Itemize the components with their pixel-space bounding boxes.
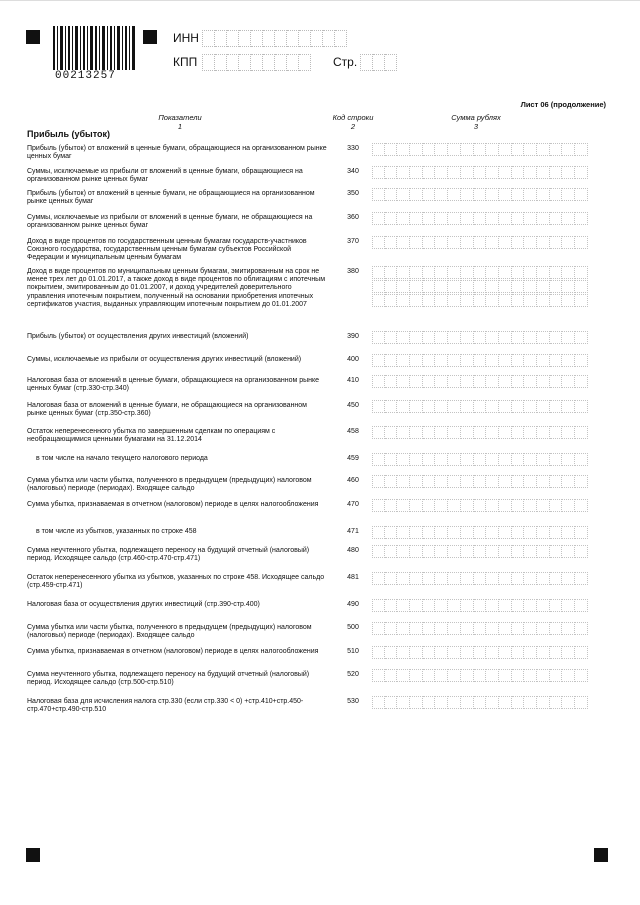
- page-label: Стр.: [333, 55, 358, 69]
- row-label: Сумма убытка, признаваемая в отчетном (налоговом) периоде в целях налогообложения: [27, 501, 319, 508]
- row-code: 340: [347, 168, 359, 175]
- column-title: Сумма рублях: [451, 113, 501, 122]
- row-label: в том числе из убытков, указанных по строке 458: [36, 528, 197, 535]
- row-code: 471: [347, 528, 359, 535]
- amount-field[interactable]: [372, 646, 588, 659]
- amount-field[interactable]: [372, 188, 588, 201]
- row-code: 458: [347, 428, 359, 435]
- amount-field[interactable]: [372, 280, 588, 293]
- column-header-amount: [436, 113, 516, 131]
- row-label: Налоговая база от осуществления других инвестиций (стр.390-стр.400): [27, 601, 260, 608]
- section-title: Прибыль (убыток): [27, 129, 111, 139]
- amount-field[interactable]: [372, 453, 588, 466]
- row-label: Доход в виде процентов по муниципальным ценным бумагам, эмитированным на срок не менее трех лет до 01.01.2017, а также доход в виде процентов по облигациям с ипотечным покрытием, эмитированным до 01.01.2007, и доход учредителей доверительного управления ипотечным покрытием, полученный на основании приобретения ипотечных сертификатов участия, выданных управляющим ипотечным покрытием до 01.01.2007: [27, 268, 326, 308]
- corner-marker-top-mid: [143, 30, 157, 44]
- amount-field[interactable]: [372, 622, 588, 635]
- row-label: Прибыль (убыток) от вложений в ценные бумаги, не обращающиеся на организованном рынке ценных бумаг: [27, 190, 315, 206]
- amount-field[interactable]: [372, 572, 588, 585]
- column-title: Код строки: [332, 113, 374, 122]
- row-code: 481: [347, 574, 359, 581]
- amount-field[interactable]: [372, 143, 588, 156]
- row-code: 459: [347, 455, 359, 462]
- row-label: Налоговая база для исчисления налога стр.330 (если стр.330 < 0) +стр.410+стр.450-стр.470+стр.490-стр.510: [27, 698, 304, 714]
- amount-field[interactable]: [372, 266, 588, 279]
- sheet-title: Лист 06 (продолжение): [520, 100, 606, 109]
- amount-field[interactable]: [372, 526, 588, 539]
- row-code: 460: [347, 477, 359, 484]
- row-label: Налоговая база от вложений в ценные бумаги, не обращающиеся на организованном рынке ценных бумаг (стр.350-стр.360): [27, 402, 307, 418]
- kpp-field[interactable]: [202, 54, 311, 71]
- column-header-indicators: [140, 113, 220, 131]
- amount-field[interactable]: [372, 545, 588, 558]
- column-number: 3: [473, 122, 479, 131]
- column-header-line-code: [323, 113, 383, 131]
- row-label: Сумма неучтенного убытка, подлежащего переносу на будущий отчетный (налоговый) период. Исходящее сальдо (стр.460-стр.470-стр.471): [27, 547, 310, 563]
- row-label: Суммы, исключаемые из прибыли от осуществления других инвестиций (вложений): [27, 356, 302, 363]
- column-number: 1: [177, 122, 183, 131]
- barcode-number: 00213257: [55, 70, 116, 82]
- column-title: Показатели: [158, 113, 202, 122]
- page-number-field[interactable]: [360, 54, 397, 71]
- row-code: 400: [347, 356, 359, 363]
- row-code: 350: [347, 190, 359, 197]
- amount-field[interactable]: [372, 669, 588, 682]
- amount-field[interactable]: [372, 354, 588, 367]
- row-label: Прибыль (убыток) от вложений в ценные бумаги, обращающиеся на организованном рынке ценных бумаг: [27, 145, 327, 161]
- row-code: 480: [347, 547, 359, 554]
- top-edge-line: [0, 0, 640, 1]
- row-code: 500: [347, 624, 359, 631]
- row-code: 360: [347, 214, 359, 221]
- row-label: Суммы, исключаемые из прибыли от вложений в ценные бумаги, не обращающиеся на организованном рынке ценных бумаг: [27, 214, 313, 230]
- row-code: 390: [347, 333, 359, 340]
- amount-field[interactable]: [372, 375, 588, 388]
- row-code: 450: [347, 402, 359, 409]
- amount-field[interactable]: [372, 400, 588, 413]
- amount-field[interactable]: [372, 166, 588, 179]
- row-label: в том числе на начало текущего налогового периода: [36, 455, 208, 462]
- row-label: Сумма убытка или части убытка, полученного в предыдущем (предыдущих) налоговом (налоговых) периоде (периодах). Входящее сальдо: [27, 477, 312, 493]
- row-code: 510: [347, 648, 359, 655]
- row-label: Остаток неперенесенного убытка по завершенным сделкам по операциям с необращающимися ценными бумагами на 31.12.2014: [27, 428, 276, 444]
- amount-field[interactable]: [372, 294, 588, 307]
- kpp-label: КПП: [173, 55, 198, 69]
- amount-field[interactable]: [372, 599, 588, 612]
- row-label: Сумма убытка или части убытка, полученного в предыдущем (предыдущих) налоговом (налоговых) периоде (периодах). Входящее сальдо: [27, 624, 312, 640]
- amount-field[interactable]: [372, 475, 588, 488]
- row-code: 380: [347, 268, 359, 275]
- corner-marker-bottom-right: [594, 848, 608, 862]
- row-label: Прибыль (убыток) от осуществления других инвестиций (вложений): [27, 333, 249, 340]
- row-label: Остаток неперенесенного убытка из убытков, указанных по строке 458. Исходящее сальдо (стр.459-стр.471): [27, 574, 325, 590]
- row-code: 470: [347, 501, 359, 508]
- row-code: 370: [347, 238, 359, 245]
- row-code: 530: [347, 698, 359, 705]
- barcode-image: [53, 26, 135, 70]
- corner-marker-bottom-left: [26, 848, 40, 862]
- amount-field[interactable]: [372, 236, 588, 249]
- row-label: Сумма убытка, признаваемая в отчетном (налоговом) периоде в целях налогообложения: [27, 648, 319, 655]
- amount-field[interactable]: [372, 331, 588, 344]
- row-code: 410: [347, 377, 359, 384]
- column-number: 2: [350, 122, 356, 131]
- corner-marker-top-left: [26, 30, 40, 44]
- inn-label: ИНН: [173, 31, 199, 45]
- amount-field[interactable]: [372, 696, 588, 709]
- amount-field[interactable]: [372, 426, 588, 439]
- inn-field[interactable]: [202, 30, 347, 47]
- row-code: 490: [347, 601, 359, 608]
- row-label: Суммы, исключаемые из прибыли от вложений в ценные бумаги, обращающиеся на организованном рынке ценных бумаг: [27, 168, 303, 184]
- row-code: 330: [347, 145, 359, 152]
- row-label: Сумма неучтенного убытка, подлежащего переносу на будущий отчетный (налоговый) период. Исходящее сальдо (стр.500-стр.510): [27, 671, 310, 687]
- row-label: Доход в виде процентов по государственным ценным бумагам государств-участников Союзного государства, государственным ценным бумагам субъектов Российской Федерации и муниципальным ценным бумагам: [27, 238, 307, 262]
- amount-field[interactable]: [372, 499, 588, 512]
- row-label: Налоговая база от вложений в ценные бумаги, обращающиеся на организованном рынке ценных бумаг (стр.330-стр.340): [27, 377, 320, 393]
- amount-field[interactable]: [372, 212, 588, 225]
- row-code: 520: [347, 671, 359, 678]
